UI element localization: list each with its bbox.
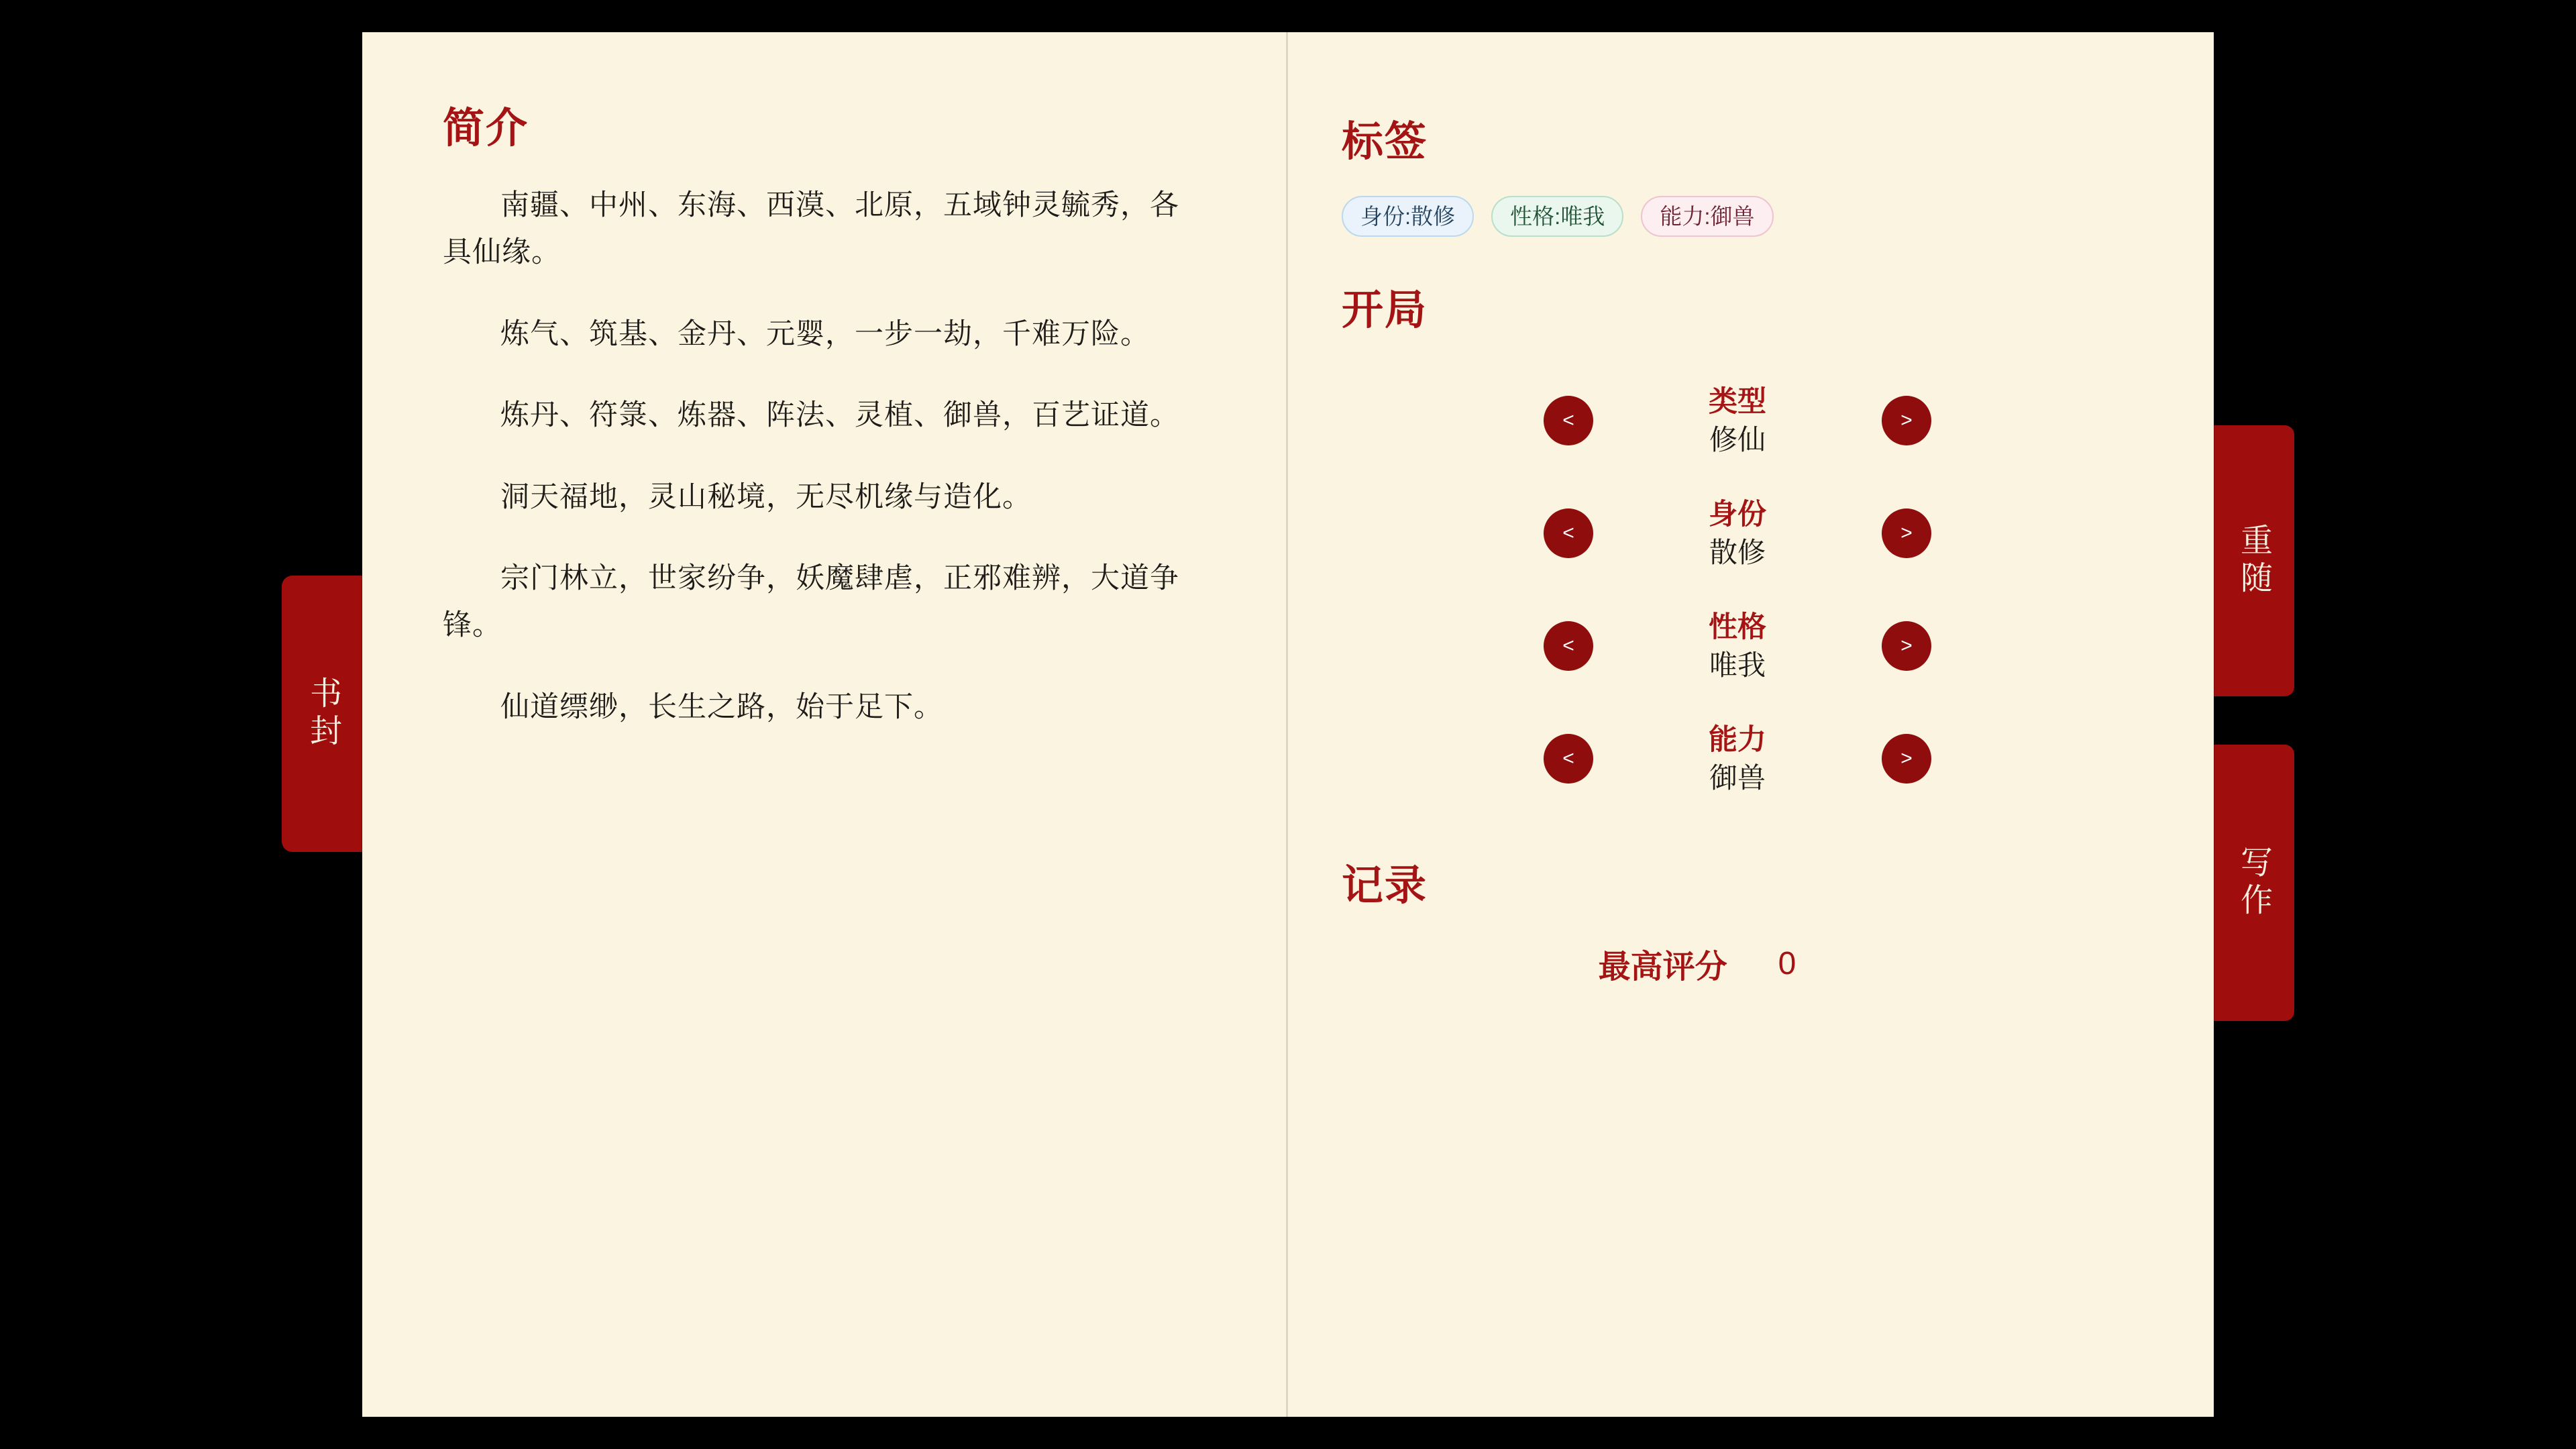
option-row-type (1342, 364, 2133, 477)
tab-reroll-label: 重随 (2235, 523, 2271, 598)
option-personality-value: 唯我 (1709, 649, 1766, 681)
option-personality (1593, 610, 1882, 681)
page-settings (1288, 32, 2214, 1417)
tag-identity[interactable]: 身份:散修 (1342, 196, 1474, 237)
option-type (1593, 385, 1882, 455)
option-row-personality (1342, 590, 2133, 702)
intro-paragraph: 洞天福地，灵山秘境，无尽机缘与造化。 (500, 480, 1032, 513)
record-row (1342, 941, 2133, 987)
tab-book-cover-label: 书封 (305, 676, 341, 751)
personality-next-button[interactable]: > (1882, 621, 1931, 671)
option-ability-label: 能力 (1709, 723, 1766, 756)
intro-paragraph: 炼丹、符箓、炼器、阵法、灵植、御兽，百艺证道。 (500, 399, 1179, 432)
option-type-value: 修仙 (1709, 423, 1766, 455)
option-row-ability (1342, 702, 2133, 815)
record-title: 记录 (1342, 863, 1428, 910)
option-identity-value: 散修 (1709, 536, 1766, 568)
tag-list (1342, 196, 2133, 237)
option-row-identity (1342, 477, 2133, 590)
tab-write[interactable] (2212, 745, 2294, 1021)
intro-paragraph: 南疆、中州、东海、西漠、北原，五域钟灵毓秀，各具仙缘。 (443, 189, 1179, 268)
option-identity (1593, 500, 1882, 567)
identity-prev-button[interactable]: < (1544, 508, 1593, 558)
option-type-label: 类型 (1709, 385, 1766, 418)
option-personality-label: 性格 (1709, 610, 1766, 643)
ability-prev-button[interactable]: < (1544, 734, 1593, 784)
option-identity-label: 身份 (1709, 498, 1766, 531)
opening-title: 开局 (1342, 287, 1428, 334)
opening-options (1342, 364, 2133, 815)
record-high-score-value: 0 (1778, 945, 1796, 981)
personality-prev-button[interactable]: < (1544, 621, 1593, 671)
intro-paragraph: 宗门林立，世家纷争，妖魔肆虐，正邪难辨，大道争锋。 (443, 562, 1179, 642)
intro-paragraph: 仙道缥缈，长生之路，始于足下。 (500, 690, 943, 723)
book-panel (362, 32, 2214, 1417)
tab-write-label: 写作 (2235, 845, 2271, 920)
option-ability (1593, 723, 1882, 794)
page-intro (362, 32, 1288, 1417)
record-high-score-label: 最高评分 (1598, 949, 1727, 985)
tag-ability[interactable]: 能力:御兽 (1641, 196, 1773, 237)
tags-title: 标签 (1342, 119, 1428, 165)
ability-next-button[interactable]: > (1882, 734, 1931, 784)
intro-paragraph: 炼气、筑基、金丹、元婴，一步一劫，千难万险。 (500, 317, 1150, 350)
tab-reroll[interactable] (2212, 425, 2294, 696)
option-ability-value: 御兽 (1709, 761, 1766, 794)
tab-book-cover[interactable] (282, 576, 364, 852)
identity-next-button[interactable]: > (1882, 508, 1931, 558)
tag-personality[interactable]: 性格:唯我 (1491, 196, 1623, 237)
type-next-button[interactable]: > (1882, 396, 1931, 445)
type-prev-button[interactable]: < (1544, 396, 1593, 445)
intro-title: 简介 (443, 105, 529, 152)
